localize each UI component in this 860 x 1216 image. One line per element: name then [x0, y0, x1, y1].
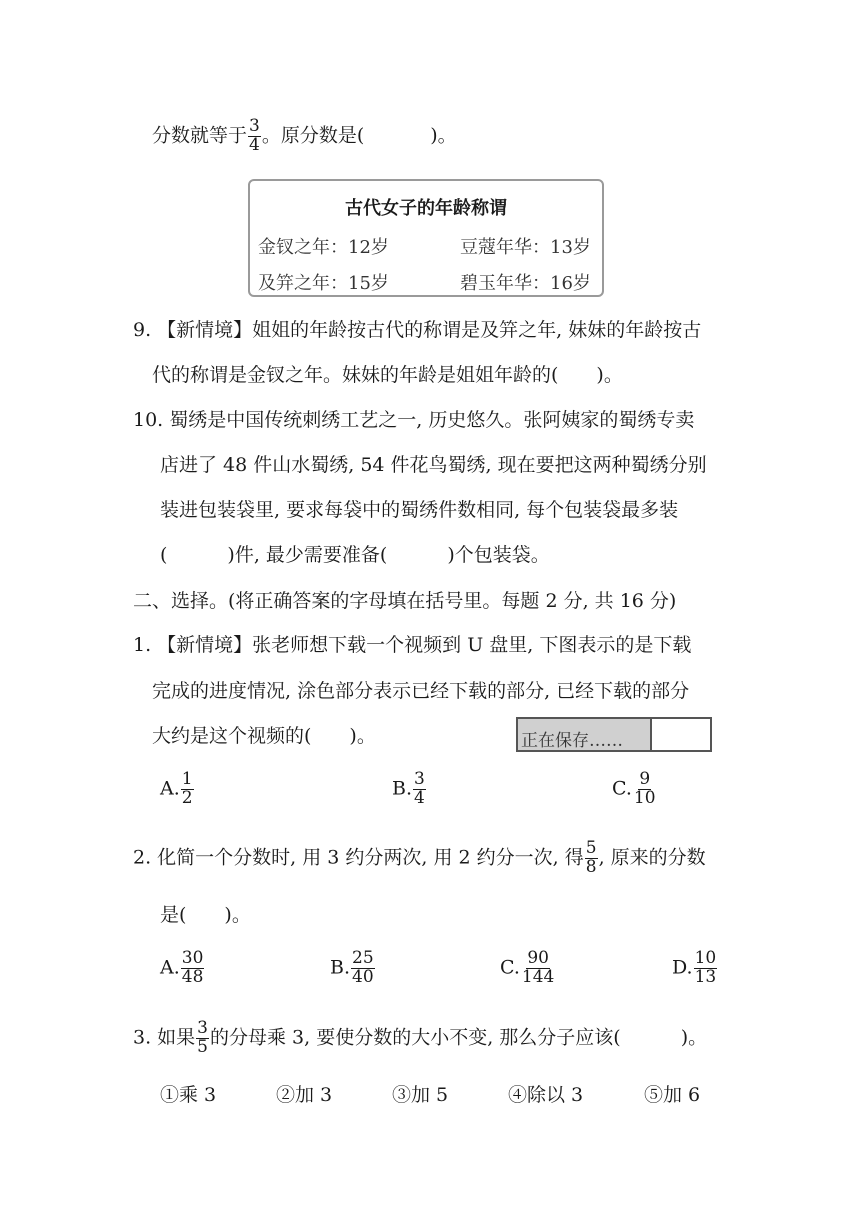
- c2-option-b-fraction: $\frac{25}{40}$: [352, 948, 374, 987]
- c2-option-b[interactable]: B. $\frac{25}{40}$: [330, 948, 374, 987]
- age-item-jinchai: 金钗之年：12岁: [258, 237, 389, 258]
- ancient-age-table: [248, 179, 604, 297]
- q10-line-1: 10. 蜀绣是中国传统刺绣工艺之一, 历史悠久。张阿姨家的蜀绣专卖: [133, 409, 695, 431]
- c2-line-1-text-a: 2. 化简一个分数时, 用 3 约分两次, 用 2 约分一次, 得: [133, 846, 584, 869]
- c2-line-1-text-b: , 原来的分数: [598, 846, 706, 869]
- c2-option-c-fraction: $\frac{90}{144}$: [521, 948, 555, 987]
- q10-line-3: 装进包装袋里, 要求每袋中的蜀绣件数相同, 每个包装袋最多装: [160, 499, 679, 521]
- c3-line-1-text-a: 3. 如果: [133, 1026, 196, 1049]
- c2-option-d[interactable]: D. $\frac{10}{13}$: [672, 948, 717, 987]
- download-progress-bar: [516, 717, 712, 752]
- download-progress-fill: [518, 719, 652, 750]
- c1-option-c-fraction: $\frac{9}{10}$: [633, 769, 656, 808]
- age-item-doukou: 豆蔻年华：13岁: [460, 237, 591, 258]
- age-item-biyu: 碧玉年华：16岁: [460, 273, 591, 294]
- q10-line-2: 店进了 48 件山水蜀绣, 54 件花鸟蜀绣, 现在要把这两种蜀绣分别: [160, 454, 707, 476]
- c3-line-1: [133, 1020, 707, 1057]
- c1-option-b-fraction: $\frac{3}{4}$: [414, 769, 425, 808]
- c3-line-1-text-c: )。: [680, 1026, 708, 1049]
- c1-line-3: 大约是这个视频的( )。: [152, 725, 376, 747]
- q8-text-3: )。: [430, 124, 457, 147]
- q10-line-4-open: (: [160, 544, 168, 566]
- q10-line-4-end: )个包装袋。: [447, 544, 550, 566]
- c2-option-d-fraction: $\frac{10}{13}$: [694, 948, 717, 987]
- c2-line-1: [133, 840, 706, 877]
- q8-tail-line: [152, 118, 457, 155]
- c3-option-1[interactable]: ①乘 3: [160, 1084, 217, 1106]
- q9-line-1: 9. 【新情境】姐姐的年龄按古代的称谓是及笄之年, 妹妹的年龄按古: [133, 319, 702, 341]
- c3-line-1-text-b: 的分母乘 3, 要使分数的大小不变, 那么分子应该(: [210, 1026, 621, 1049]
- c1-option-b[interactable]: B. $\frac{3}{4}$: [392, 769, 425, 808]
- ancient-age-table-title: 古代女子的年龄称谓: [345, 198, 507, 219]
- q9-line-2: 代的称谓是金钗之年。妹妹的年龄是姐姐年龄的( )。: [152, 364, 623, 386]
- c1-option-c[interactable]: C. $\frac{9}{10}$: [612, 769, 656, 808]
- q8-fraction: $\frac{3}{4}$: [249, 116, 260, 155]
- c2-option-a-fraction: $\frac{30}{48}$: [181, 948, 204, 987]
- section-2-heading: 二、选择。(将正确答案的字母填在括号里。每题 2 分, 共 16 分): [133, 590, 677, 612]
- c1-line-1: 1. 【新情境】张老师想下载一个视频到 U 盘里, 下图表示的是下载: [133, 634, 692, 656]
- c1-line-2: 完成的进度情况, 涂色部分表示已经下载的部分, 已经下载的部分: [152, 680, 690, 702]
- c2-line-2: 是( )。: [160, 904, 251, 926]
- age-item-jiji: 及笄之年：15岁: [258, 273, 389, 294]
- c2-option-c[interactable]: C. $\frac{90}{144}$: [500, 948, 555, 987]
- c1-option-a[interactable]: A. $\frac{1}{2}$: [160, 769, 193, 808]
- c2-option-a[interactable]: A. $\frac{30}{48}$: [160, 948, 204, 987]
- q10-line-4: [160, 546, 550, 565]
- q8-text-1: 分数就等于: [152, 124, 248, 147]
- download-progress-remaining: [652, 719, 710, 750]
- c3-option-5[interactable]: ⑤加 6: [644, 1084, 701, 1106]
- c2-fraction: $\frac{5}{8}$: [585, 838, 597, 877]
- download-progress-label: 正在保存……: [521, 731, 623, 751]
- c1-option-a-fraction: $\frac{1}{2}$: [181, 769, 193, 808]
- q8-text-2: 。原分数是(: [261, 124, 365, 147]
- c3-fraction: $\frac{3}{5}$: [197, 1018, 208, 1057]
- c3-option-2[interactable]: ②加 3: [276, 1084, 333, 1106]
- c3-option-4[interactable]: ④除以 3: [508, 1084, 584, 1106]
- q10-line-4-mid: )件, 最少需要准备(: [227, 544, 388, 566]
- c3-option-3[interactable]: ③加 5: [392, 1084, 449, 1106]
